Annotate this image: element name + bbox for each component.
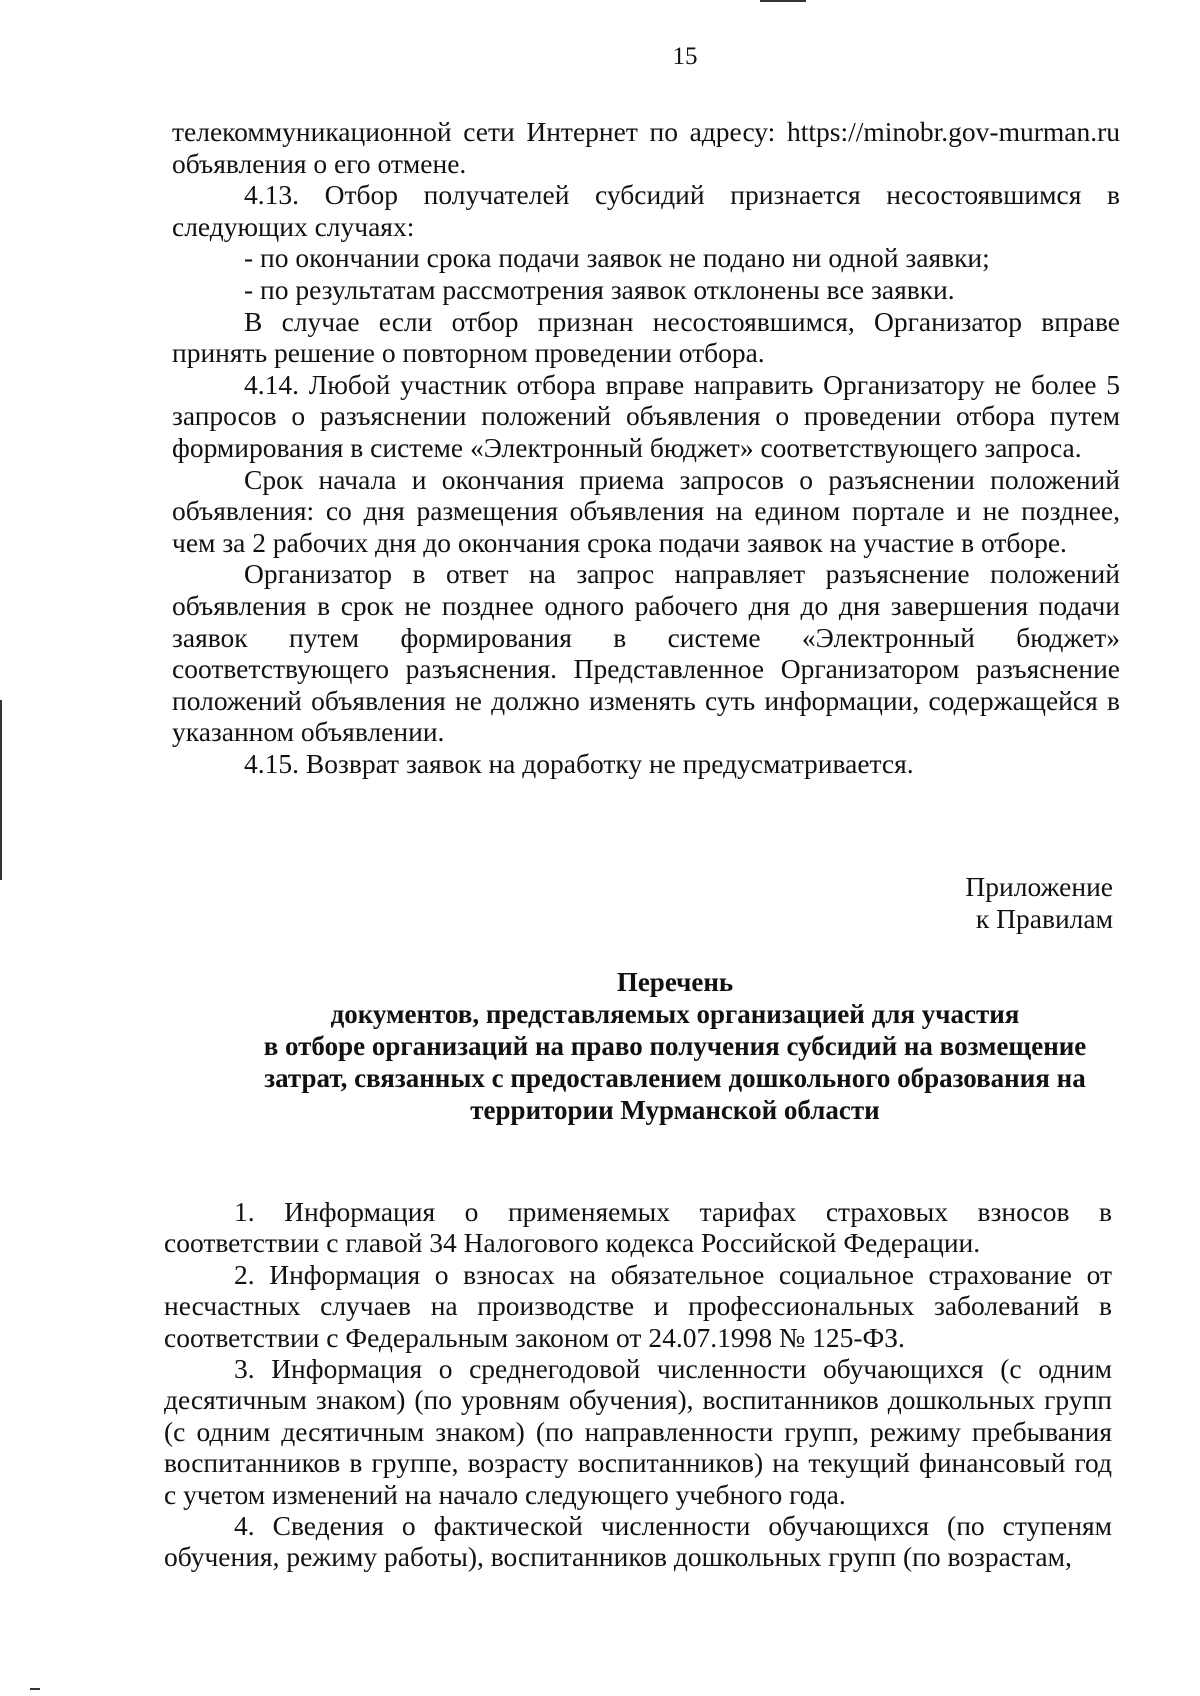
list-title-line-2: документов, представляемых организацией для участия xyxy=(330,999,1020,1029)
page-number: 15 xyxy=(672,43,698,70)
paragraph-4-13: 4.13. Отбор получателей субсидий признается несостоявшимся в следующих случаях: xyxy=(172,179,1120,242)
list-title-line-5: территории Мурманской области xyxy=(470,1095,880,1125)
paragraph-4-14: 4.14. Любой участник отбора вправе направить Организатору не более 5 запросов о разъяснении положений объявления о проведении отбора путем формирования в системе «Электронный бюджет» соответствующего запроса. xyxy=(172,368,1120,463)
list-item-3: 3. Информация о среднегодовой численности обучающихся (с одним десятичным знаком) (по уровням обучения), воспитанников дошкольных групп (с одним десятичным знаком) (по направленности групп, режиму пребывания воспитанников в группе, возрасту воспитанников) на текущий финансовый год с учетом изменений на начало следующего учебного года. xyxy=(164,1353,1112,1510)
list-title-line-3: в отборе организаций на право получения субсидий на возмещение xyxy=(263,1031,1087,1061)
documents-list xyxy=(164,1196,1112,1573)
paragraph-continuation: телекоммуникационной сети Интернет по адресу: https://minobr.gov-murman.ru объявления о его отмене. xyxy=(172,116,1120,179)
appendix-label: Приложение xyxy=(965,871,1113,902)
list-item-1: 1. Информация о применяемых тарифах страховых взносов в соответствии с главой 34 Налогового кодекса Российской Федерации. xyxy=(164,1196,1112,1259)
list-title-line-4: затрат, связанных с предоставлением дошкольного образования на xyxy=(264,1063,1086,1093)
list-title xyxy=(172,966,1178,1126)
section-4-text xyxy=(172,116,1120,779)
list-item-4: 4. Сведения о фактической численности обучающихся (по ступеням обучения, режиму работы), воспитанников дошкольных групп (по возрастам, xyxy=(164,1510,1112,1573)
scan-artifact-bottom-left xyxy=(30,1688,40,1690)
paragraph-repeat-selection: В случае если отбор признан несостоявшимся, Организатор вправе принять решение о повторном проведении отбора. xyxy=(172,305,1120,369)
paragraph-organizer-response: Организатор в ответ на запрос направляет разъяснение положений объявления в срок не позднее одного рабочего дня до дня завершения подачи заявок путем формирования в системе «Электронный бюджет» соответствующего разъяснения. Представленное Организатором разъяснение положений объявления не должно изменять суть информации, содержащейся в указанном объявлении. xyxy=(172,558,1120,748)
paragraph-case-no-applications: - по окончании срока подачи заявок не подано ни одной заявки; xyxy=(244,242,990,274)
scan-artifact-top xyxy=(760,0,806,2)
scan-artifact-left-edge xyxy=(0,700,2,880)
list-title-line-1: Перечень xyxy=(616,967,734,997)
appendix-header xyxy=(800,871,1113,935)
list-item-2: 2. Информация о взносах на обязательное социальное страхование от несчастных случаев на производстве и профессиональных заболеваний в соответствии с Федеральным законом от 24.07.1998 № 125-ФЗ. xyxy=(164,1258,1112,1353)
paragraph-case-all-rejected: - по результатам рассмотрения заявок отклонены все заявки. xyxy=(244,273,955,305)
paragraph-request-period: Срок начала и окончания приема запросов о разъяснении положений объявления: со дня размещения объявления на едином портале и не позднее, чем за 2 рабочих дня до окончания срока подачи заявок на участие в отборе. xyxy=(172,463,1120,558)
paragraph-4-15: 4.15. Возврат заявок на доработку не предусматривается. xyxy=(244,747,914,779)
appendix-reference: к Правилам xyxy=(975,903,1113,934)
